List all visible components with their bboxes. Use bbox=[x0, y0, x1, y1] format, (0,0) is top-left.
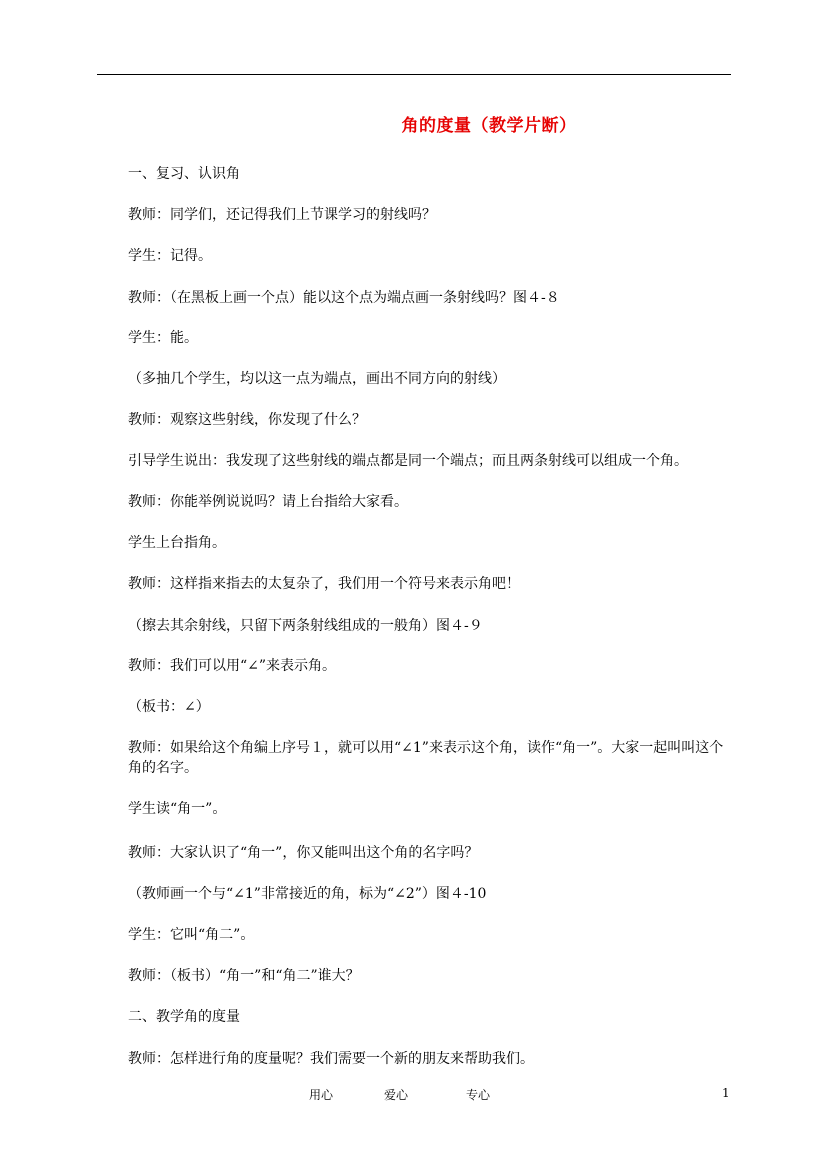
paragraph: 学生：记得。 bbox=[128, 248, 212, 264]
paragraph: 教师：如果给这个角编上序号１，就可以用“∠1”来表示这个角，读作“角一”。大家一起叫叫这个角的名字。 bbox=[128, 740, 724, 776]
paragraph: 学生：它叫“角二”。 bbox=[128, 927, 255, 943]
paragraph: （板书：∠） bbox=[128, 699, 210, 715]
paragraph: 教师：同学们，还记得我们上节课学习的射线吗？ bbox=[128, 207, 436, 223]
paragraph: 教师：我们可以用“∠”来表示角。 bbox=[128, 658, 337, 674]
paragraph: 教师：（板书）“角一”和“角二”谁大？ bbox=[128, 968, 360, 984]
section-heading-1: 一、复习、认识角 bbox=[128, 166, 240, 182]
paragraph: 学生读“角一”。 bbox=[128, 801, 227, 817]
section-heading-2: 二、教学角的度量 bbox=[128, 1009, 240, 1025]
document-title: 角的度量（教学片断） bbox=[401, 116, 577, 136]
footer-item: 专心 bbox=[466, 1088, 491, 1102]
paragraph: （多抽几个学生，均以这一点为端点，画出不同方向的射线） bbox=[128, 371, 506, 387]
footer-item: 用心 bbox=[309, 1088, 334, 1102]
paragraph: 引导学生说出：我发现了这些射线的端点都是同一个端点；而且两条射线可以组成一个角。 bbox=[128, 453, 688, 469]
header-rule bbox=[97, 74, 731, 75]
paragraph: 教师：你能举例说说吗？请上台指给大家看。 bbox=[128, 494, 408, 510]
paragraph: （擦去其余射线，只留下两条射线组成的一般角）图４-９ bbox=[128, 618, 483, 634]
paragraph: 教师：怎样进行角的度量呢？我们需要一个新的朋友来帮助我们。 bbox=[128, 1051, 534, 1067]
paragraph: 教师：（在黑板上画一个点）能以这个点为端点画一条射线吗？图４-８ bbox=[128, 290, 560, 306]
paragraph: 教师：观察这些射线，你发现了什么？ bbox=[128, 412, 366, 428]
paragraph: 学生：能。 bbox=[128, 330, 198, 346]
paragraph: （教师画一个与“∠1”非常接近的角，标为“∠2”）图４-10 bbox=[128, 886, 487, 902]
paragraph: 教师：这样指来指去的太复杂了，我们用一个符号来表示角吧！ bbox=[128, 576, 520, 592]
page-number: 1 bbox=[722, 1086, 730, 1100]
footer-item: 爱心 bbox=[384, 1088, 409, 1102]
paragraph: 教师：大家认识了“角一”，你又能叫出这个角的名字吗？ bbox=[128, 845, 479, 861]
paragraph: 学生上台指角。 bbox=[128, 535, 226, 551]
